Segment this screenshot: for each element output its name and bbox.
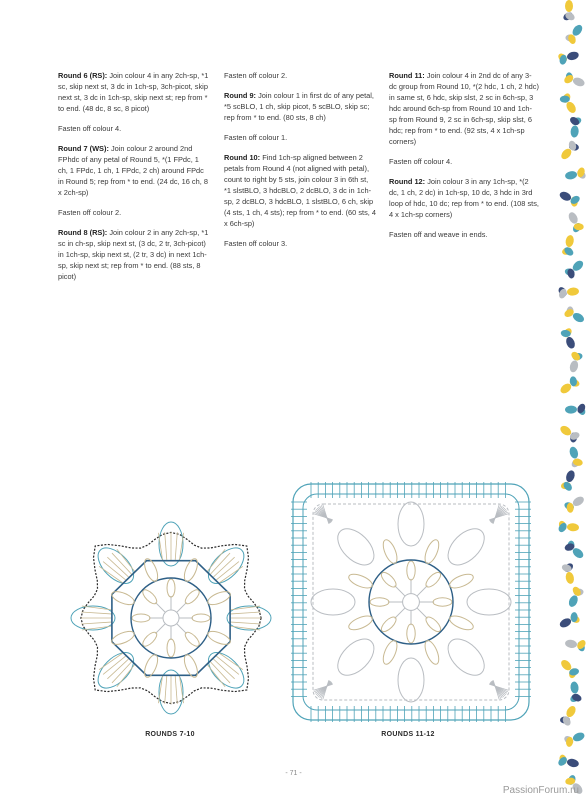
pattern-petal: [564, 636, 587, 653]
pattern-petal: [564, 209, 586, 235]
pattern-petal: [557, 752, 580, 771]
pattern-petal: [567, 115, 583, 138]
pattern-petal: [562, 0, 576, 22]
watermark: PassionForum.ru: [502, 785, 579, 796]
pattern-petal: [564, 584, 586, 610]
pattern-petal: [562, 21, 586, 47]
caption-rounds-7-10: ROUNDS 7-10: [145, 731, 195, 738]
round-label: Round 7 (WS):: [58, 144, 109, 153]
pattern-petal: [562, 257, 587, 282]
crochet-chart-rounds-11-12: [287, 478, 535, 726]
page-number: - 71 -: [285, 770, 302, 777]
paragraph: [58, 143, 210, 198]
text-column-3: [389, 70, 539, 249]
pattern-petal: [565, 445, 585, 470]
round-label: Round 9:: [224, 91, 257, 100]
instruction-text: Join colour 1 in first dc of any petal, *5 scBLO, 1 ch, skip picot, 5 scBLO, skip sc; rep from * to end. (80 sts, 8 ch): [224, 91, 374, 122]
paragraph: [224, 132, 376, 143]
pattern-petal: [557, 47, 581, 67]
instruction-text: Fasten off colour 3.: [224, 239, 288, 248]
pattern-petal: [557, 519, 579, 535]
pattern-petal: [557, 284, 580, 300]
paragraph: [389, 176, 539, 220]
paragraph: [58, 227, 210, 282]
pattern-petal: [557, 421, 583, 445]
pattern-petal: [560, 561, 578, 585]
pattern-petal: [560, 234, 578, 258]
pattern-petal: [558, 325, 579, 351]
paragraph: [224, 70, 376, 81]
pattern-petal: [558, 468, 579, 493]
pattern-petal: [561, 492, 587, 516]
instruction-text: Fasten off colour 4.: [389, 157, 453, 166]
round-label: Round 6 (RS):: [58, 71, 108, 80]
pattern-petal: [561, 728, 587, 750]
pattern-petal: [566, 349, 585, 374]
pattern-petal: [567, 681, 584, 704]
instruction-text: Join colour 3 in any 1ch-sp, *(2 dc, 1 ch, 2 dc) in 1ch-sp, 10 dc, 3 hdc in 3rd loop of hdc, 10 dc; rep from * to end. (108 sts, 4 x 1ch-sp corners): [389, 177, 539, 219]
paragraph: [389, 70, 539, 147]
pattern-petal: [557, 137, 582, 163]
paragraph: [58, 123, 210, 134]
pattern-petal: [557, 609, 583, 632]
pattern-petal: [561, 537, 587, 562]
pattern-petal: [561, 303, 587, 326]
paragraph: [389, 229, 539, 240]
instruction-text: Find 1ch-sp aligned between 2 petals from Round 4 (not aligned with petal), count to right by 5 sts, join colour 3 in 6th st, *1 slstBLO, 3 hdcBLO, 2 dcBLO, 3 dc in 1ch-sp, 2 dcBLO, 3 hdcBLO, 1 slstBLO, 6 ch, skip (4 sts, 1 ch, 4 sts); rep from * to end. (60 sts, 4 x 6ch-sp): [224, 153, 376, 228]
instruction-text: Join colour 2 in any 2ch-sp, *1 sc in ch-sp, skip next st, (3 dc, 2 tr, 3ch-picot) in 1ch-sp, skip next st, (2 tr, 3 dc) in next 1ch-sp, skip next st; rep from * to end. (88 sts, 8 picot): [58, 228, 209, 281]
instruction-text: Fasten off colour 2.: [224, 71, 288, 80]
pattern-petal: [557, 187, 583, 209]
instruction-text: Fasten off colour 1.: [224, 133, 288, 142]
paragraph: [389, 156, 539, 167]
text-column-2: [224, 70, 376, 258]
instruction-text: Fasten off and weave in ends.: [389, 230, 488, 239]
decorative-pattern-border: [557, 0, 587, 800]
round-label: Round 8 (RS):: [58, 228, 108, 237]
pattern-petal: [557, 373, 583, 398]
paragraph: [224, 238, 376, 249]
paragraph: [58, 207, 210, 218]
instruction-text: Fasten off colour 4.: [58, 124, 122, 133]
pattern-petal: [561, 70, 586, 91]
instruction-text: Join colour 4 in 2nd dc of any 3-dc group from Round 10, *(2 hdc, 1 ch, 2 hdc) in same st, 6 hdc, skip slst, 2 sc in 6ch-sp, 3 hdc around 6ch-sp from Round 10 and 1ch-sp from Round 9, 2 sc in 6ch-sp, skip slst, 6 hdc; rep from * to end. (92 sts, 4 x 1ch-sp corners): [389, 71, 539, 146]
paragraph: [224, 90, 376, 123]
instruction-text: Join colour 2 around 2nd FPhdc of any petal of Round 5, *(1 FPdc, 1 ch, 1 FPdc, 1 ch, 1 FPdc, 2 ch) around FPdc in Round 5; rep from * to end. (24 dc, 16 ch, 8 x 2ch-sp): [58, 144, 208, 197]
pattern-petal: [565, 402, 587, 416]
round-label: Round 10:: [224, 153, 261, 162]
instruction-text: Fasten off colour 2.: [58, 208, 122, 217]
paragraph: [224, 152, 376, 229]
pattern-petal: [557, 90, 580, 116]
crochet-chart-rounds-7-10: [58, 510, 285, 727]
pattern-petal: [564, 165, 587, 183]
caption-rounds-11-12: ROUNDS 11-12: [381, 731, 435, 738]
text-column-1: [58, 70, 210, 291]
pattern-petal: [557, 656, 582, 682]
instruction-text: Join colour 4 in any 2ch-sp, *1 sc, skip next st, 3 dc in 1ch-sp, 3ch-picot, skip next st, 3 dc in 1ch-sp, skip next st; rep from * to end. (48 dc, 8 sc, 8 picot): [58, 71, 209, 113]
pattern-petal: [557, 703, 580, 729]
paragraph: [58, 70, 210, 114]
round-label: Round 12:: [389, 177, 426, 186]
round-label: Round 11:: [389, 71, 425, 80]
